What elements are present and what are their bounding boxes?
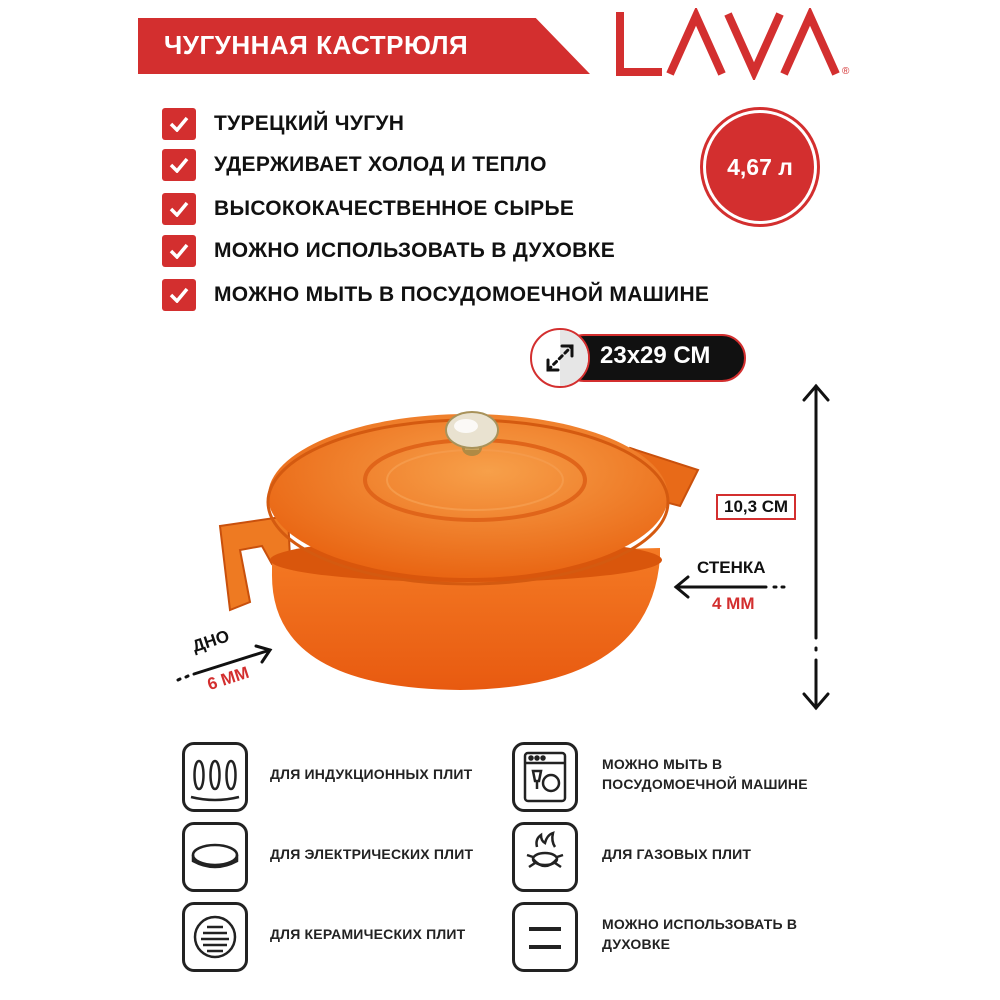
check-icon xyxy=(162,235,196,267)
bottom-value: 6 ММ xyxy=(205,662,252,695)
icon-label-induction: ДЛЯ ИНДУКЦИОННЫХ ПЛИТ xyxy=(270,766,473,782)
icon-label-electric: ДЛЯ ЭЛЕКТРИЧЕСКИХ ПЛИТ xyxy=(270,846,474,862)
feature-item xyxy=(162,277,709,313)
dishwasher-icon xyxy=(512,742,578,812)
oven-icon xyxy=(512,902,578,972)
volume-value: 4,67 л xyxy=(727,153,793,180)
height-arrow xyxy=(796,378,836,718)
cast-iron-pot-image xyxy=(210,388,710,718)
feature-item xyxy=(162,191,574,227)
check-icon xyxy=(162,108,196,140)
feature-label: УДЕРЖИВАЕТ ХОЛОД И ТЕПЛО xyxy=(214,153,547,176)
feature-label: ТУРЕЦКИЙ ЧУГУН xyxy=(214,112,405,135)
icon-label-dishwasher: МОЖНО МЫТЬ В ПОСУДОМОЕЧНОЙ МАШИНЕ xyxy=(602,756,808,792)
icon-label-ceramic: ДЛЯ КЕРАМИЧЕСКИХ ПЛИТ xyxy=(270,926,466,942)
feature-label: ВЫСОКОКАЧЕСТВЕННОЕ СЫРЬЕ xyxy=(214,197,575,220)
feature-item xyxy=(162,106,404,142)
induction-coil-icon xyxy=(182,742,248,812)
registered-mark: ® xyxy=(842,66,850,77)
gas-burner-icon xyxy=(512,822,578,892)
wall-value: 4 ММ xyxy=(712,594,755,613)
feature-label: МОЖНО ИСПОЛЬЗОВАТЬ В ДУХОВКЕ xyxy=(214,239,616,262)
icon-label-oven: МОЖНО ИСПОЛЬЗОВАТЬ В ДУХОВКЕ xyxy=(602,916,798,952)
icon-label-gas: ДЛЯ ГАЗОВЫХ ПЛИТ xyxy=(602,846,752,862)
feature-item xyxy=(162,233,615,269)
product-title: ЧУГУННАЯ КАСТРЮЛЯ xyxy=(164,30,469,60)
wall-label: СТЕНКА xyxy=(697,558,766,577)
check-icon xyxy=(162,149,196,181)
resize-arrows-icon xyxy=(532,330,588,386)
lava-logo xyxy=(612,8,857,80)
feature-item xyxy=(162,147,547,183)
electric-plate-icon xyxy=(182,822,248,892)
check-icon xyxy=(162,193,196,225)
size-value: 23x29 СМ xyxy=(600,342,711,369)
bottom-label: ДНО xyxy=(190,626,232,657)
feature-label: МОЖНО МЫТЬ В ПОСУДОМОЕЧНОЙ МАШИНЕ xyxy=(214,283,710,306)
ceramic-hob-icon xyxy=(182,902,248,972)
volume-badge xyxy=(706,113,814,221)
height-value: 10,3 СМ xyxy=(716,494,796,520)
size-circle xyxy=(530,328,590,388)
check-icon xyxy=(162,279,196,311)
